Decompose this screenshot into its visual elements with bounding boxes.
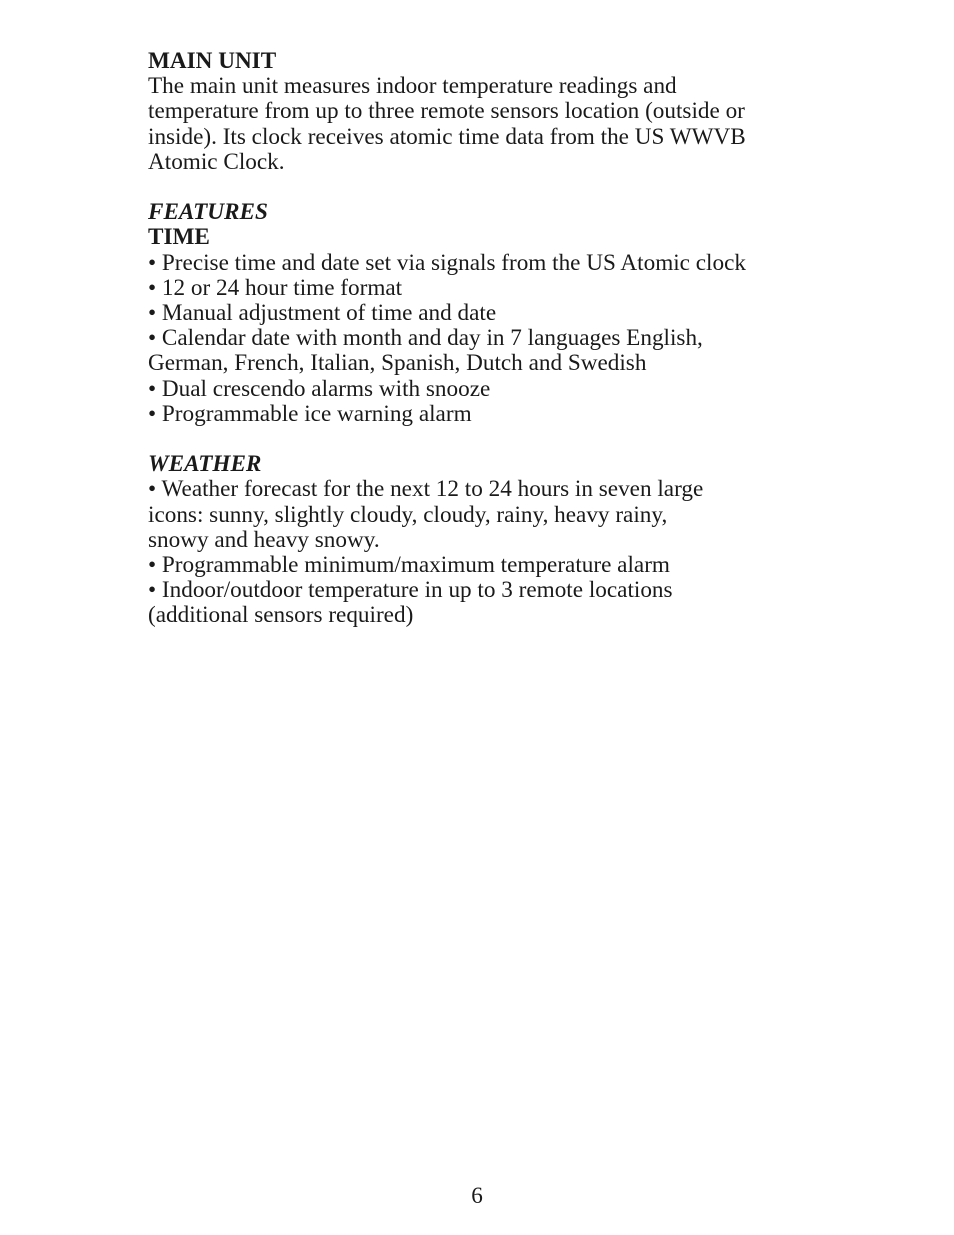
paragraph-line: Atomic Clock. — [148, 148, 285, 175]
paragraph-line: temperature from up to three remote sensors location (outside or — [148, 98, 745, 125]
features-heading: FEATURES — [148, 199, 268, 226]
document-page — [148, 49, 828, 629]
list-item — [148, 301, 828, 326]
weather-bullet-list — [148, 477, 828, 628]
bullet-text-continued: icons: sunny, slightly cloudy, cloudy, rainy, heavy rainy, — [148, 501, 668, 528]
time-subheading: TIME — [148, 224, 210, 251]
bullet-text-continued: German, French, Italian, Spanish, Dutch and Swedish — [148, 350, 647, 377]
bullet-text: • Dual crescendo alarms with snooze — [148, 375, 491, 402]
paragraph-line: The main unit measures indoor temperature readings and — [148, 73, 677, 100]
bullet-text: • Manual adjustment of time and date — [148, 300, 497, 327]
bullet-text: • Programmable ice warning alarm — [148, 400, 472, 427]
spacer — [148, 175, 828, 200]
list-item — [148, 553, 828, 578]
bullet-text: • 12 or 24 hour time format — [148, 274, 403, 301]
list-item — [148, 402, 828, 427]
time-bullet-list — [148, 251, 828, 427]
bullet-text: • Weather forecast for the next 12 to 24 hours in seven large — [148, 476, 704, 503]
bullet-text: • Indoor/outdoor temperature in up to 3 remote locations — [148, 577, 673, 604]
paragraph-line: inside). Its clock receives atomic time data from the US WWVB — [148, 123, 746, 150]
list-item — [148, 578, 828, 628]
list-item — [148, 276, 828, 301]
list-item — [148, 477, 828, 553]
bullet-text: • Precise time and date set via signals from the US Atomic clock — [148, 249, 746, 276]
bullet-text-continued: snowy and heavy snowy. — [148, 526, 380, 553]
bullet-text-continued: (additional sensors required) — [148, 602, 414, 629]
main-unit-heading: MAIN UNIT — [148, 48, 277, 74]
list-item — [148, 251, 828, 276]
spacer — [148, 427, 828, 452]
list-item — [148, 377, 828, 402]
weather-heading: WEATHER — [148, 451, 262, 478]
bullet-text: • Programmable minimum/maximum temperature alarm — [148, 552, 670, 579]
list-item — [148, 326, 828, 376]
main-unit-paragraph — [148, 74, 828, 175]
bullet-text: • Calendar date with month and day in 7 languages English, — [148, 325, 703, 352]
page-number: 6 — [471, 1183, 483, 1209]
